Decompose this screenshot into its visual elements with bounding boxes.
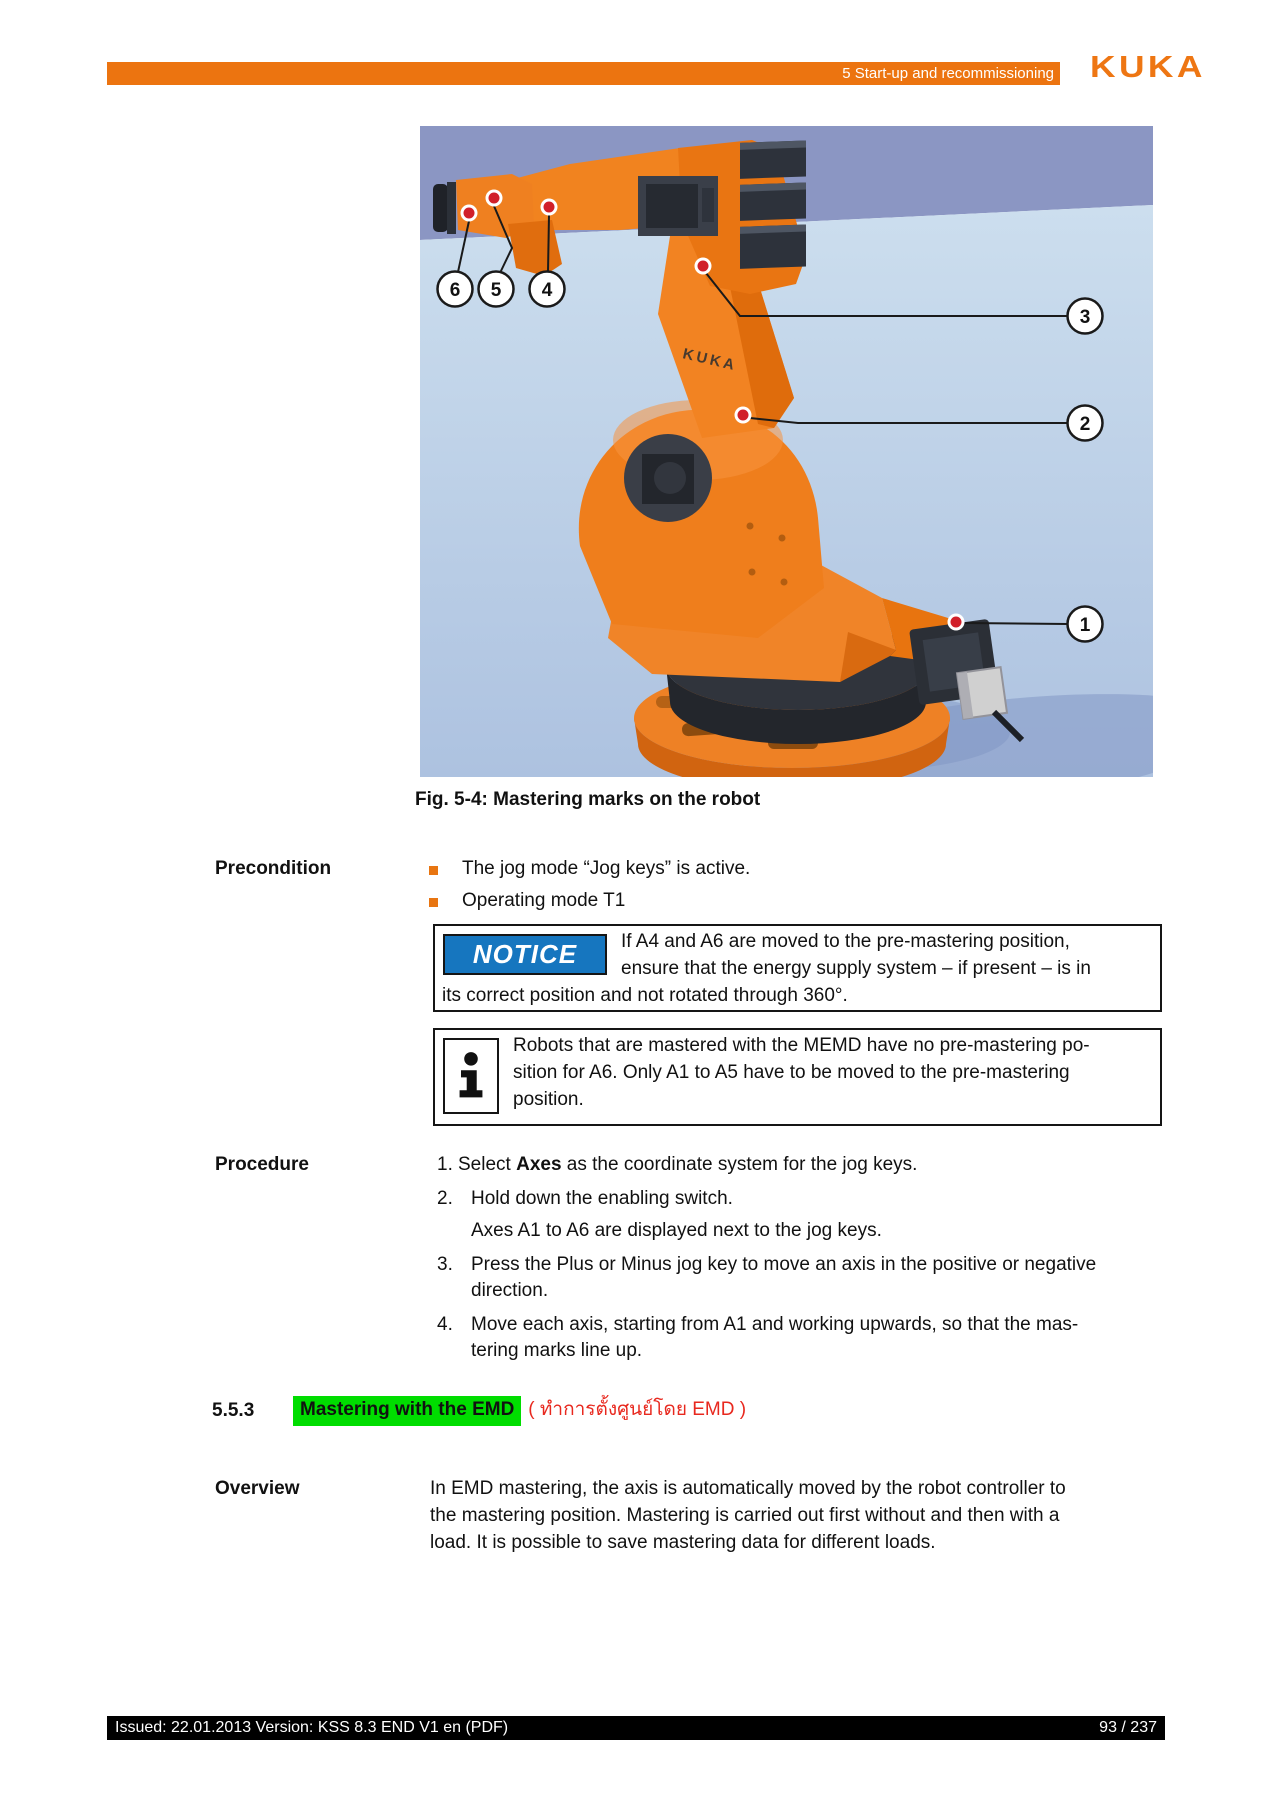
step-3-line-2: direction. xyxy=(471,1280,549,1301)
notice-line-1: If A4 and A6 are moved to the pre-mastering position, xyxy=(621,931,1070,952)
step-1-number: 1. xyxy=(437,1154,453,1175)
info-line-1: Robots that are mastered with the MEMD have no pre-mastering po- xyxy=(513,1035,1090,1056)
callout-5: 5 xyxy=(490,280,502,301)
precondition-item-1: The jog mode “Jog keys” is active. xyxy=(462,858,751,879)
step-3-number: 3. xyxy=(437,1254,453,1275)
overview-line-2: the mastering position. Mastering is carried out first without and then with a xyxy=(430,1505,1060,1526)
callout-1: 1 xyxy=(1079,615,1091,636)
robot-arm-logo: KUKA xyxy=(681,345,739,375)
bullet-square-icon xyxy=(429,866,438,875)
precondition-item-2: Operating mode T1 xyxy=(462,890,626,911)
bullet-square-icon xyxy=(429,898,438,907)
step-4-number: 4. xyxy=(437,1314,453,1335)
figure-caption: Fig. 5-4: Mastering marks on the robot xyxy=(415,789,761,810)
callout-6: 6 xyxy=(449,280,461,301)
step-4-line-1: Move each axis, starting from A1 and working upwards, so that the mas- xyxy=(471,1314,1079,1335)
section-title-highlighted: Mastering with the EMD xyxy=(293,1396,521,1426)
overview-line-3: load. It is possible to save mastering data for different loads. xyxy=(430,1532,936,1553)
callout-2: 2 xyxy=(1079,414,1091,435)
footer-bar xyxy=(107,1716,1165,1740)
step-4-line-2: tering marks line up. xyxy=(471,1340,643,1361)
info-line-3: position. xyxy=(513,1089,584,1110)
info-icon xyxy=(443,1038,499,1114)
info-box xyxy=(433,1028,1162,1126)
section-title-thai: ( ทำการตั้งศูนย์โดย EMD ) xyxy=(528,1399,747,1420)
step-1-text xyxy=(458,1154,917,1176)
step-2-text: Hold down the enabling switch. xyxy=(471,1188,733,1209)
step-3-line-1: Press the Plus or Minus jog key to move an axis in the positive or negative xyxy=(471,1254,1097,1275)
procedure-label: Procedure xyxy=(215,1154,309,1175)
overview-line-1: In EMD mastering, the axis is automatically moved by the robot controller to xyxy=(430,1478,1066,1499)
step-2-number: 2. xyxy=(437,1188,453,1209)
step-1-pre: Select xyxy=(458,1154,517,1175)
section-heading xyxy=(293,1394,746,1426)
robot-figure xyxy=(420,126,1153,777)
info-i-glyph xyxy=(451,1047,491,1105)
info-line-2: sition for A6. Only A1 to A5 have to be moved to the pre-mastering xyxy=(513,1062,1070,1083)
callout-3: 3 xyxy=(1079,307,1091,328)
footer-page-number: 93 / 237 xyxy=(1099,1719,1157,1736)
robot-illustration xyxy=(420,126,1153,777)
footer-version-info: Issued: 22.01.2013 Version: KSS 8.3 END V1 en (PDF) xyxy=(115,1719,509,1736)
precondition-label: Precondition xyxy=(215,858,332,879)
step-1-bold: Axes xyxy=(516,1154,562,1175)
section-number: 5.5.3 xyxy=(212,1400,255,1421)
notice-line-2: ensure that the energy supply system – if present – is in xyxy=(621,958,1091,979)
header-section-label: 5 Start-up and recommissioning xyxy=(842,65,1054,82)
header-section-bar xyxy=(107,62,1060,85)
kuka-logo: KUKA xyxy=(1090,49,1206,84)
step-2-subtext: Axes A1 to A6 are displayed next to the jog keys. xyxy=(471,1220,882,1241)
notice-box xyxy=(433,924,1162,1012)
notice-badge: NOTICE xyxy=(443,934,607,975)
overview-label: Overview xyxy=(215,1478,300,1499)
notice-line-3: its correct position and not rotated through 360°. xyxy=(442,985,848,1006)
step-1-post: as the coordinate system for the jog keys. xyxy=(561,1154,918,1175)
callout-4: 4 xyxy=(541,280,553,301)
motor-connector-blocks xyxy=(740,141,806,269)
